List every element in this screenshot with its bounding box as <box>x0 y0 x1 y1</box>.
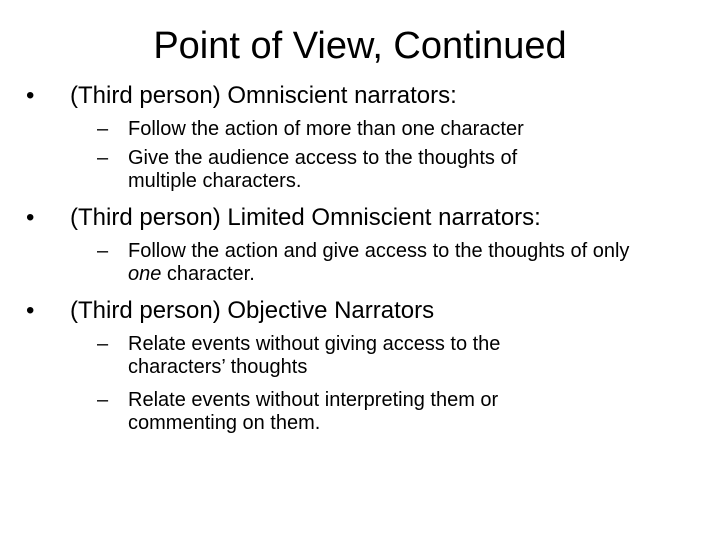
sub-bullet-dash: – <box>97 147 109 169</box>
bullet-text: (Third person) Omniscient narrators: <box>70 82 457 109</box>
sub-bullet-dash: – <box>97 333 109 355</box>
bullet-dot: • <box>26 297 35 324</box>
sub-bullet-text <box>128 240 668 286</box>
bullet-text: (Third person) Limited Omniscient narrators: <box>70 204 541 231</box>
sub-bullet-dash: – <box>97 240 109 262</box>
sub-bullet-dash: – <box>97 389 109 411</box>
emphasis-one: one <box>128 263 162 285</box>
bullet-text: (Third person) Objective Narrators <box>70 297 435 324</box>
sub-bullet-text-part: Follow the action and give access to the thoughts of only <box>128 240 630 262</box>
sub-bullet-text: Give the audience access to the thoughts of multiple characters. <box>128 147 518 192</box>
sub-bullet-text: Follow the action of more than one character <box>128 118 524 140</box>
slide-title: Point of View, Continued <box>153 25 567 67</box>
sub-bullet-text: Relate events without interpreting them or commenting on them. <box>128 389 499 434</box>
sub-bullet-dash: – <box>97 118 109 140</box>
sub-bullet-text-part: character. <box>161 263 255 285</box>
sub-bullet-text: Relate events without giving access to the characters’ thoughts <box>128 333 501 378</box>
bullet-dot: • <box>26 82 35 109</box>
bullet-dot: • <box>26 204 35 231</box>
